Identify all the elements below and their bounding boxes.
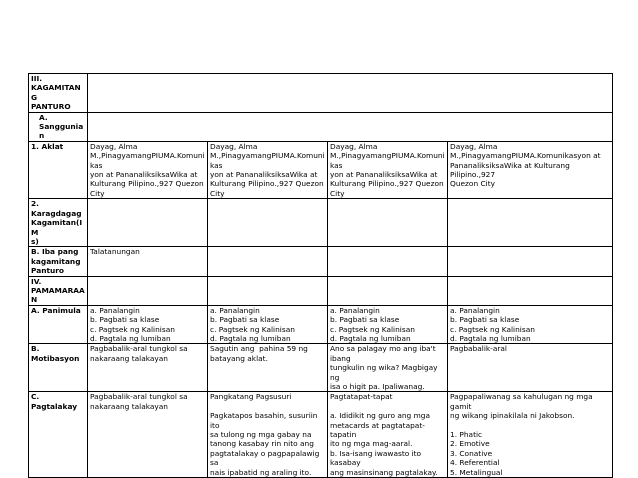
empty-cell (88, 112, 613, 141)
row-pamamaraan (29, 276, 613, 305)
iba-pang-cell (448, 247, 613, 276)
row-label-panimula: A. Panimula (29, 305, 88, 344)
panimula-cell: a. Panalangin b. Pagbati sa klase c. Pagtsek ng Kalinisan d. Pagtala ng lumiban (328, 305, 448, 344)
pagtalakay-cell: Pagtatapat-tapat a. Ididikit ng guro ang mga metacards at pagtatapat-tapatin ito ng mga mag-aaral. b. Isa-isang iwawasto ito kasabay ang masinsinang pagtalakay. (328, 392, 448, 478)
empty-cell (448, 199, 613, 247)
iba-pang-cell: Talatanungan (88, 247, 208, 276)
motibasyon-cell: Pagbabalik-aral (448, 344, 613, 392)
row-motibasyon (29, 344, 613, 392)
row-label-iba-pang: B. Iba pang kagamitang Panturo (29, 247, 88, 276)
row-label-aklat: 1. Aklat (29, 141, 88, 198)
row-iba-pang (29, 247, 613, 276)
lesson-plan-table (28, 73, 613, 478)
aklat-cell: Dayag, Alma M.,PinagyamangPIUMA.Komunikas yon at PananaliksiksaWika at Kulturang Pilipino.,927 Quezon City (88, 141, 208, 198)
aklat-cell: Dayag, Alma M.,PinagyamangPIUMA.Komunikas yon at PananaliksiksaWika at Kulturang Pilipino.,927 Quezon City (208, 141, 328, 198)
empty-cell (328, 276, 448, 305)
row-pagtalakay (29, 392, 613, 478)
motibasyon-cell: Ano sa palagay mo ang iba't ibang tungkulin ng wika? Magbigay ng isa o higit pa. Ipaliwanag. (328, 344, 448, 392)
row-label-sanggunian: A. Sanggunian (29, 112, 88, 141)
motibasyon-cell: Sagutin ang pahina 59 ng batayang aklat. (208, 344, 328, 392)
empty-cell (448, 276, 613, 305)
panimula-cell: a. Panalangin b. Pagbati sa klase c. Pagtsek ng Kalinisan d. Pagtala ng lumiban (208, 305, 328, 344)
iba-pang-cell (328, 247, 448, 276)
motibasyon-cell: Pagbabalik-aral tungkol sa nakaraang talakayan (88, 344, 208, 392)
row-panimula (29, 305, 613, 344)
row-label-motibasyon: B. Motibasyon (29, 344, 88, 392)
row-aklat (29, 141, 613, 198)
section-heading-kagamitang-panturo: III. KAGAMITANG PANTURO (29, 74, 88, 113)
pagtalakay-cell: Pagpapaliwanag sa kahulugan ng mga gamit ng wikang ipinakilala ni Jakobson. 1. Phatic 2. Emotive 3. Conative 4. Referential 5. Metalingual (448, 392, 613, 478)
section-heading-pamamaraan: IV. PAMAMARAAN (29, 276, 88, 305)
empty-cell (208, 199, 328, 247)
empty-cell (88, 276, 208, 305)
pagtalakay-cell: Pagbabalik-aral tungkol sa nakaraang talakayan (88, 392, 208, 478)
empty-cell (88, 199, 208, 247)
iba-pang-cell (208, 247, 328, 276)
aklat-cell: Dayag, Alma M.,PinagyamangPIUMA.Komunikas yon at PananaliksiksaWika at Kulturang Pilipino.,927 Quezon City (328, 141, 448, 198)
aklat-cell: Dayag, Alma M.,PinagyamangPIUMA.Komunikasyon at PananaliksiksaWika at Kulturang Pilipino.,927 Quezon City (448, 141, 613, 198)
empty-cell (208, 276, 328, 305)
row-label-pagtalakay: C. Pagtalakay (29, 392, 88, 478)
row-karagdagag (29, 199, 613, 247)
empty-cell (88, 74, 613, 113)
panimula-cell: a. Panalangin b. Pagbati sa klase c. Pagtsek ng Kalinisan d. Pagtala ng lumiban (448, 305, 613, 344)
empty-cell (328, 199, 448, 247)
row-label-karagdagag: 2. Karagdagag Kagamitan(IM s) (29, 199, 88, 247)
row-sanggunian (29, 112, 613, 141)
panimula-cell: a. Panalangin b. Pagbati sa klase c. Pagtsek ng Kalinisan d. Pagtala ng lumiban (88, 305, 208, 344)
pagtalakay-cell: Pangkatang Pagsusuri Pagkatapos basahin, susuriin ito sa tulong ng mga gabay na tanong kasabay rin nito ang pagtatalakay o pagpapalawig sa nais ipabatid ng araling ito. (208, 392, 328, 478)
row-kagamitang-panturo (29, 74, 613, 113)
